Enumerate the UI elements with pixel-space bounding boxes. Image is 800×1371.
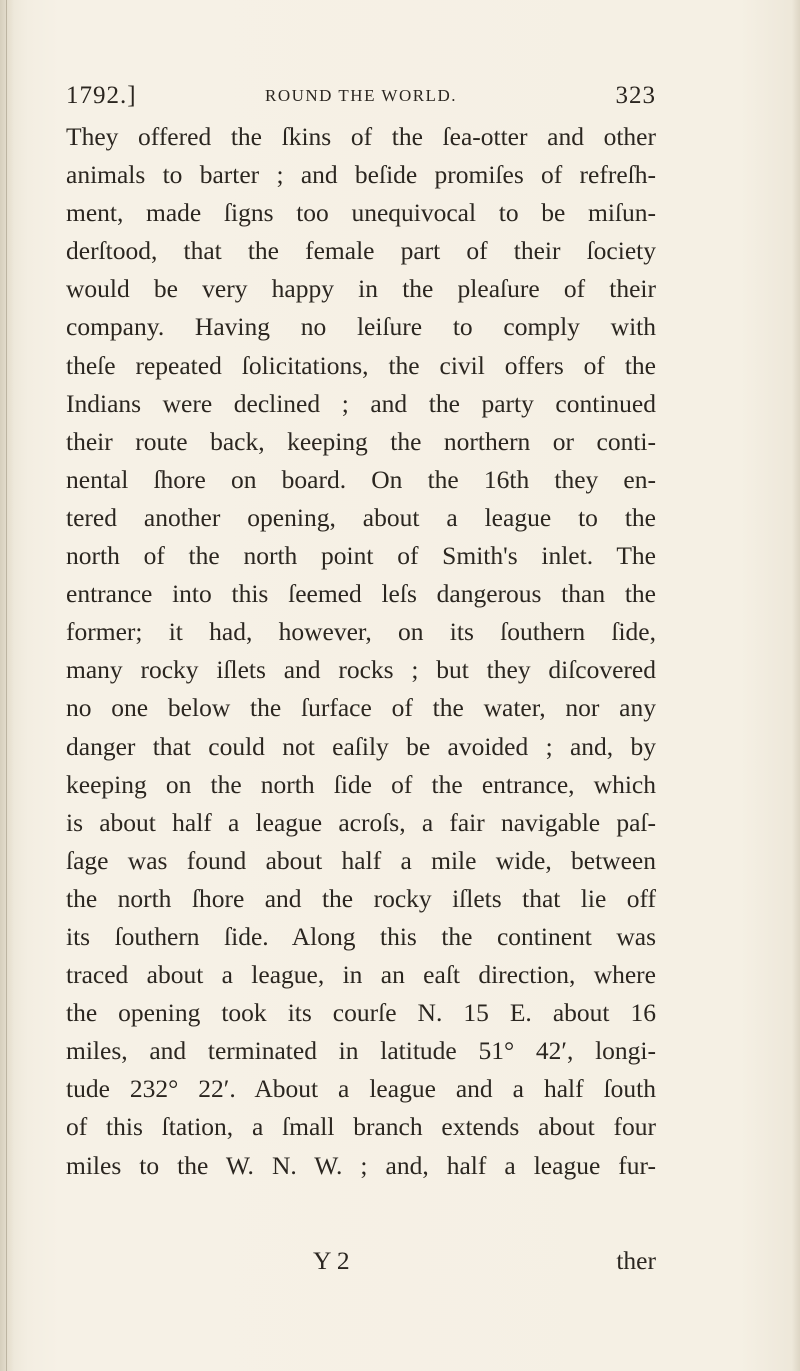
text-line: derſtood, that the female part of their ſociety <box>66 236 656 266</box>
signature-mark: Y 2 <box>313 1246 350 1275</box>
text-line: tered another opening, about a league to the <box>66 502 656 532</box>
binding-edge <box>0 0 14 1371</box>
text-line: former; it had, however, on its ſouthern ſide, <box>66 617 656 647</box>
text-line: traced about a league, in an eaſt direction, where <box>66 960 656 990</box>
text-line: animals to barter ; and beſide promiſes of refreſh- <box>66 160 656 190</box>
text-line: ment, made ſigns too unequivocal to be miſun- <box>66 198 656 228</box>
page-edge-shadow <box>792 0 800 1371</box>
body-text <box>66 118 656 1185</box>
text-line: miles to the W. N. W. ; and, half a league fur- <box>66 1150 656 1180</box>
text-line: keeping on the north ſide of the entrance, which <box>66 769 656 799</box>
running-title: ROUND THE WORLD. <box>265 86 457 105</box>
running-header <box>66 82 656 118</box>
text-line: their route back, keeping the northern or conti- <box>66 426 656 456</box>
text-line: entrance into this ſeemed leſs dangerous than the <box>66 579 656 609</box>
text-line: no one below the ſurface of the water, nor any <box>66 693 656 723</box>
text-line: They offered the ſkins of the ſea-otter and other <box>66 122 656 151</box>
text-line: north of the north point of Smith's inlet. The <box>66 541 656 571</box>
text-line: is about half a league acroſs, a fair navigable paſ- <box>66 807 656 837</box>
text-line: of this ſtation, a ſmall branch extends about four <box>66 1112 656 1142</box>
text-line: its ſouthern ſide. Along this the continent was <box>66 921 656 951</box>
text-line: would be very happy in the pleaſure of their <box>66 274 656 304</box>
catchword: ther <box>616 1246 656 1275</box>
text-line: tude 232° 22′. About a league and a half ſouth <box>66 1074 656 1104</box>
text-line: danger that could not eaſily be avoided ; and, by <box>66 731 656 761</box>
page-number: 323 <box>615 82 656 109</box>
text-line: ſage was found about half a mile wide, between <box>66 845 656 875</box>
text-line: the opening took its courſe N. 15 E. about 16 <box>66 998 656 1028</box>
text-line: Indians were declined ; and the party continued <box>66 388 656 418</box>
text-line: miles, and terminated in latitude 51° 42′, longi- <box>66 1036 656 1066</box>
binding-line <box>6 0 7 1371</box>
text-line: nental ſhore on board. On the 16th they en- <box>66 464 656 494</box>
text-line: many rocky iſlets and rocks ; but they diſcovered <box>66 655 656 685</box>
text-line: theſe repeated ſolicitations, the civil offers of the <box>66 350 656 380</box>
page-footer <box>66 1246 656 1284</box>
header-year: 1792.] <box>66 82 137 109</box>
text-line: the north ſhore and the rocky iſlets that lie off <box>66 883 656 913</box>
text-line: company. Having no leiſure to comply with <box>66 312 656 342</box>
